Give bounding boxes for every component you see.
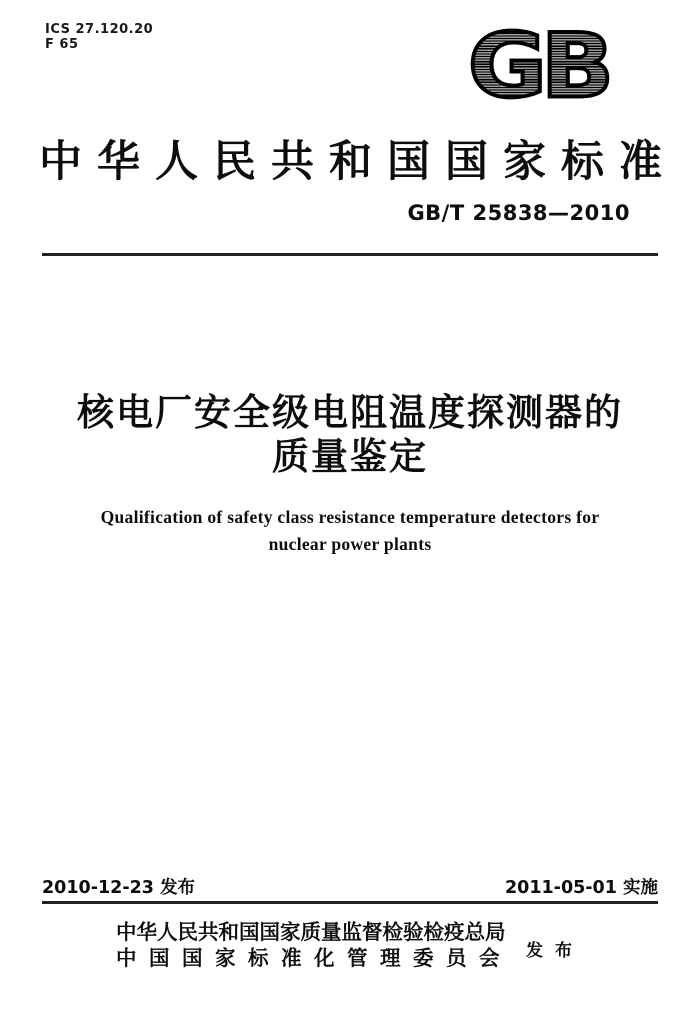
standard-number: GB/T 25838—2010 bbox=[407, 201, 630, 225]
document-title-chinese bbox=[0, 391, 700, 479]
top-divider bbox=[42, 253, 658, 256]
document-title-english bbox=[0, 504, 700, 558]
bottom-divider bbox=[42, 901, 658, 904]
ics-classification-block bbox=[45, 22, 153, 52]
implementation-date: 2011-05-01 实施 bbox=[504, 878, 658, 898]
gb-logo bbox=[458, 14, 618, 118]
dates-row bbox=[42, 874, 658, 899]
publisher-aqsiq: 中华人民共和国国家质量监督检验检疫总局 bbox=[116, 920, 506, 944]
publisher-block bbox=[0, 919, 700, 971]
publish-label: 发布 bbox=[526, 940, 584, 961]
document-title-en-line2: nuclear power plants bbox=[268, 534, 432, 554]
issue-date: 2010-12-23 发布 bbox=[42, 878, 196, 898]
gb-logo-letters: GB bbox=[468, 14, 608, 118]
document-title-en-line1: Qualification of safety class resistance temperature detectors for bbox=[100, 507, 600, 527]
document-title-line2: 质量鉴定 bbox=[272, 435, 428, 478]
ics-code: ICS 27.120.20 bbox=[45, 22, 154, 37]
national-standard-heading: 中华人民共和国国家标准 bbox=[39, 139, 677, 186]
publisher-names bbox=[116, 919, 512, 971]
classification-code: F 65 bbox=[45, 37, 79, 52]
document-title-line1: 核电厂安全级电阻温度探测器的 bbox=[77, 391, 623, 434]
publisher-sac: 中国国家标准化管理委员会 bbox=[116, 946, 512, 970]
